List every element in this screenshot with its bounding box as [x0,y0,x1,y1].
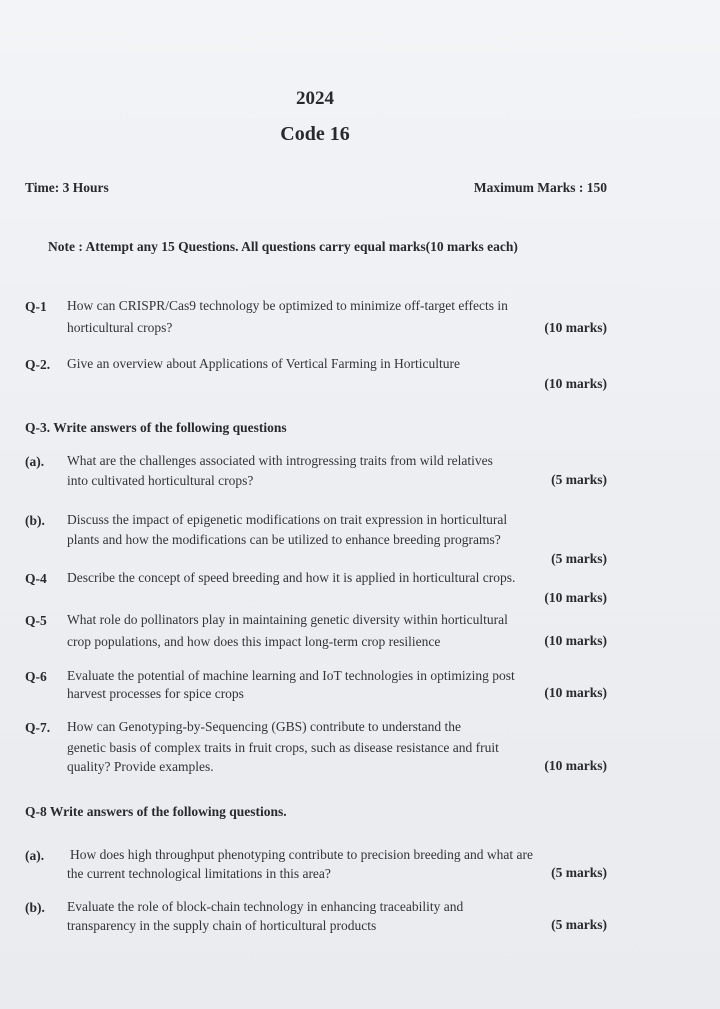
sub-question-number: (b). [25,513,45,528]
section-heading: Q-8 Write answers of the following questions. [25,804,287,819]
question-text: into cultivated horticultural crops? [67,473,254,488]
question-number: Q-7. [25,720,51,735]
question-text: What role do pollinators play in maintaining genetic diversity within horticultural [67,612,508,627]
sub-question-number: (a). [25,454,45,469]
question-text: Evaluate the role of block-chain technology in enhancing traceability and [67,899,464,914]
exam-code: Code 16 [280,123,350,145]
question-marks: (5 marks) [551,551,607,566]
question-number: Q-4 [25,571,47,586]
question-marks: (10 marks) [544,590,607,605]
question-text: How does high throughput phenotyping contribute to precision breeding and what are [70,847,534,862]
question-marks: (5 marks) [551,865,607,880]
question-marks: (10 marks) [544,633,607,648]
question-marks: (10 marks) [544,758,607,773]
question-text: transparency in the supply chain of horticultural products [67,918,377,933]
exam-note: Note : Attempt any 15 Questions. All questions carry equal marks(10 marks each) [48,239,518,254]
question-text: quality? Provide examples. [67,759,214,774]
question-text: horticultural crops? [67,320,173,335]
exam-year: 2024 [296,88,334,109]
question-text: Describe the concept of speed breeding and how it is applied in horticultural crops. [67,570,516,585]
question-text: Give an overview about Applications of Vertical Farming in Horticulture [67,356,461,371]
question-text: plants and how the modifications can be utilized to enhance breeding programs? [67,532,501,547]
question-text: crop populations, and how does this impact long-term crop resilience [67,634,441,649]
question-marks: (10 marks) [544,320,607,335]
question-text: genetic basis of complex traits in fruit crops, such as disease resistance and fruit [67,740,499,755]
question-text: Evaluate the potential of machine learning and IoT technologies in optimizing post [67,668,515,683]
question-text: How can CRISPR/Cas9 technology be optimized to minimize off-target effects in [67,298,508,313]
sub-question-number: (a). [25,848,45,863]
question-number: Q-6 [25,669,47,684]
question-number: Q-2. [25,357,51,372]
section-heading: Q-3. Write answers of the following questions [25,420,287,435]
maximum-marks: Maximum Marks : 150 [473,180,607,195]
question-number: Q-1 [25,299,47,314]
question-marks: (5 marks) [551,472,607,487]
question-marks: (10 marks) [544,376,607,391]
question-text: What are the challenges associated with introgressing traits from wild relatives [67,453,493,468]
question-number: Q-5 [25,613,47,628]
question-text: Discuss the impact of epigenetic modifications on trait expression in horticultural [67,512,508,527]
question-text: How can Genotyping-by-Sequencing (GBS) contribute to understand the [67,719,462,734]
time-allowed: Time: 3 Hours [25,180,109,195]
question-text: the current technological limitations in this area? [67,866,331,881]
question-marks: (10 marks) [544,685,607,700]
question-marks: (5 marks) [551,917,607,932]
question-text: harvest processes for spice crops [67,686,244,701]
sub-question-number: (b). [25,900,45,915]
